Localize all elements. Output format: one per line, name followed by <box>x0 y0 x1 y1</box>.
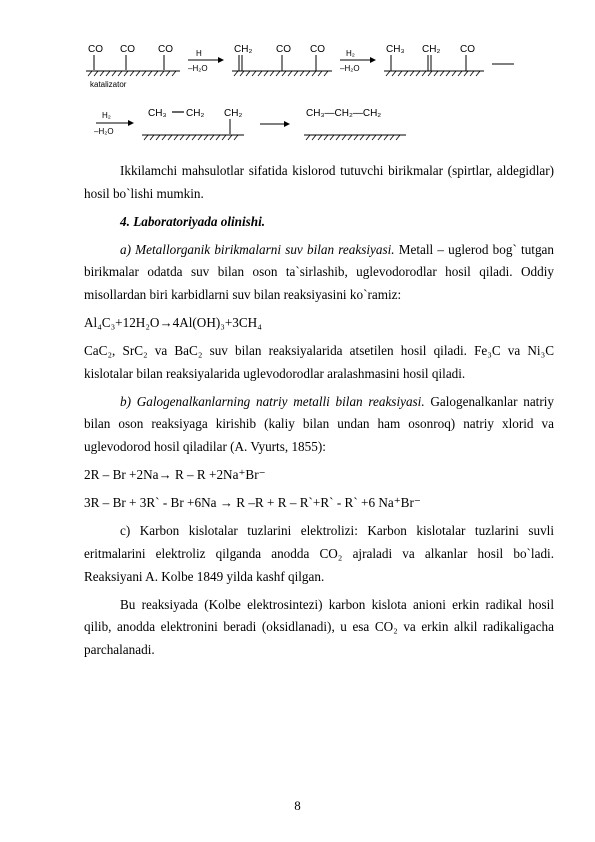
surface-group-5 <box>304 108 406 140</box>
equation-wurtz-1: 2R – Br +2Na→ R – R +2Na⁺Br⁻ <box>84 467 266 483</box>
surface-group-3 <box>384 44 514 76</box>
surface-group-1 <box>86 44 180 89</box>
equation-wurtz-2: 3R – Br + 3R` - Br +6Na → R –R + R – R`+R` - R` +6 Na⁺Br⁻ <box>84 495 421 511</box>
adsorbed-species: CH₃ <box>386 44 405 55</box>
paragraph-kolbe-electrolysis: c) Karbon kislotalar tuzlarini elektrolizi: Karbon kislotalar tuzlarini suvli eritmalarini elektroliz qilganda anodda CO₂ ajraladi va alkanlar hosil bo`ladi. Reaksiyani A. Kolbe 1849 yilda kashf qilgan. <box>84 523 554 584</box>
surface-group-2 <box>232 44 332 76</box>
adsorbed-species: CO <box>120 44 135 55</box>
paragraph-kolbe-mechanism: Bu reaksiyada (Kolbe elektrosintezi) karbon kislota anioni erkin radikal hosil qilib, anodda elektronini beradi (oksidlanadi), u esa CO₂ va erkin alkil radikaligacha parchalanadi. <box>84 596 554 657</box>
paragraph-organometallic: a) Metallorganik birikmalarni suv bilan reaksiyasi. Metall – uglerod bog` tutgan birikmalar odatda suv bilan oson ta`sirlashib, uglevodorodlar hosil qiladi. Oddiy misollardan biri karbidlarni suv bilan reaksiyasini ko`ramiz: <box>84 241 554 302</box>
surface-group-4 <box>142 108 290 140</box>
reaction-arrow-2 <box>340 49 376 73</box>
adsorbed-species: CO <box>276 44 291 55</box>
svg-text:H₂: H₂ <box>346 49 355 58</box>
adsorbed-species: CH₂ <box>234 44 253 55</box>
svg-text:H: H <box>196 49 202 58</box>
adsorbed-species: CO <box>460 44 475 55</box>
svg-text:–H₂O: –H₂O <box>94 127 114 136</box>
catalyst-label: katalizator <box>90 80 127 89</box>
paragraph-secondary-products: Ikkilamchi mahsulotlar sifatida kislorod tutuvchi birikmalar (spirtlar, aldegidlar) hosil bo`lishi mumkin. <box>84 163 554 201</box>
catalysis-reaction-diagram <box>84 40 514 150</box>
adsorbed-species: CH₃ <box>148 108 167 119</box>
paragraph-carbides: CaC₂, SrC₂ va BaC₂ suv bilan reaksiyalarida atsetilen hosil qiladi. Fe₃C va Ni₃C kislotalar bilan reaksiyalarida uglevodorodlar aralashmasini hosil qiladi. <box>84 343 554 381</box>
reaction-arrow-1 <box>188 49 224 73</box>
svg-text:–H₂O: –H₂O <box>340 64 360 73</box>
page-number: 8 <box>294 798 301 813</box>
adsorbed-species: CH₂ <box>422 44 441 55</box>
adsorbed-species: CH₂ <box>224 108 243 119</box>
paragraph-wurtz: b) Galogenalkanlarning natriy metalli bilan reaksiyasi. Galogenalkanlar natriy bilan oson reaksiyaga kirishib (kaliy bilan undan ham osonroq) natriy xlorid va uglevodorod hosil qiladilar (A. Vyurts, 1855): <box>84 393 554 455</box>
section-heading: 4. Laboratoriyada olinishi. <box>120 213 266 229</box>
body-text <box>84 160 554 667</box>
adsorbed-species: CO <box>310 44 325 55</box>
adsorbed-species: CO <box>88 44 103 55</box>
svg-text:H₂: H₂ <box>102 111 111 120</box>
adsorbed-species: CH₂ <box>186 108 205 119</box>
reaction-arrow-3 <box>94 111 134 136</box>
adsorbed-species: CO <box>158 44 173 55</box>
desorbed-product: CH₃—CH₂—CH₂ <box>306 108 382 119</box>
svg-text:–H₂O: –H₂O <box>188 64 208 73</box>
equation-aluminum-carbide: Al₄C₃+12H₂O→4Al(OH)₃+3CH₄ <box>84 315 262 331</box>
